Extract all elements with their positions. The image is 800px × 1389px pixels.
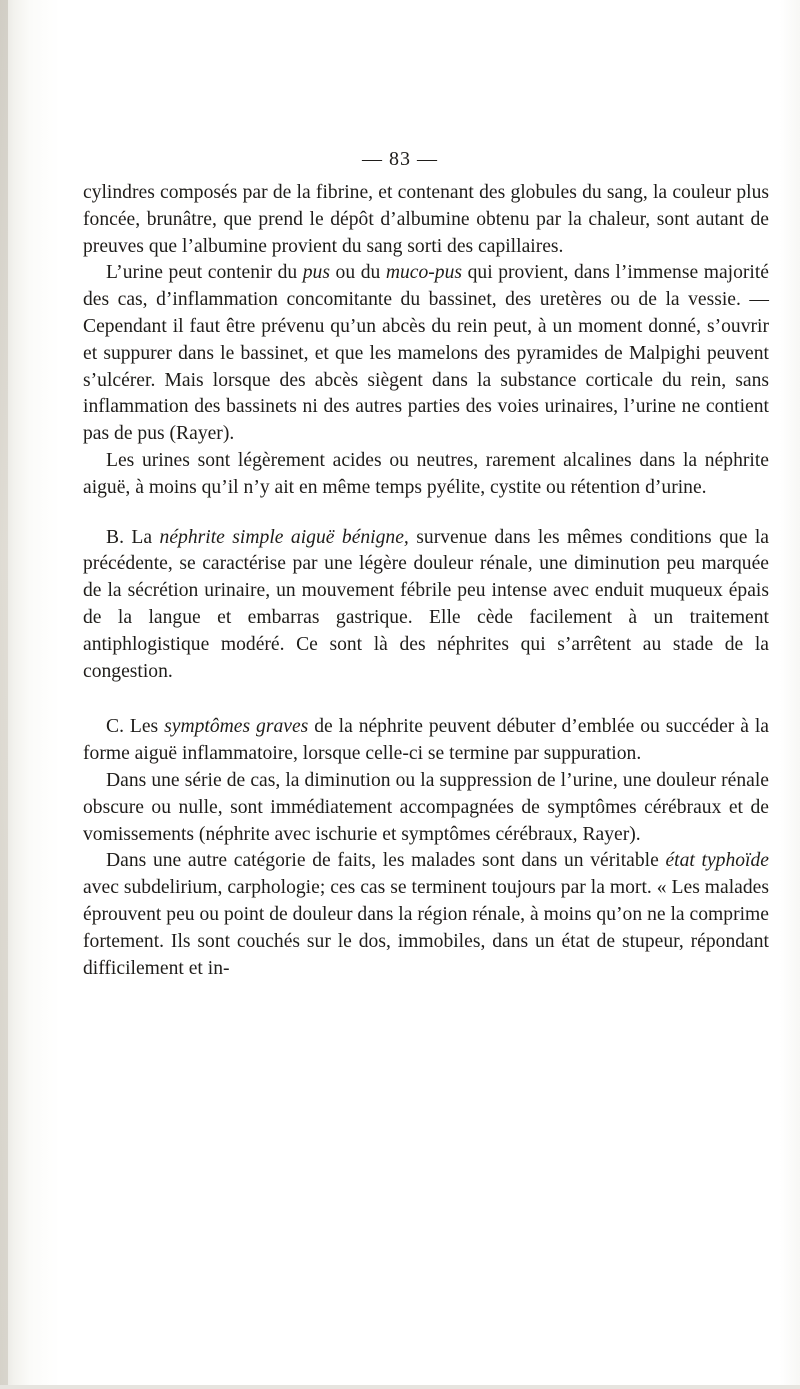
page-bottom-edge — [0, 1385, 800, 1389]
paragraph-text: survenue dans les mêmes conditions que la précédente, se caractérise par une légère douleur rénale, une diminution peu marquée de la sécrétion urinaire, un mouvement fébrile peu intense avec enduit muqueux épais de la langue et embarras gastrique. Elle cède facilement à un traitement antiphlogistique modéré. Ce sont là des néphrites qui s’arrêtent au stade de la congestion. — [83, 526, 769, 682]
paragraph-pus — [83, 260, 769, 448]
paragraph-text: qui provient, dans l’immense majorité des cas, d’inflammation concomitante du bassinet, des uretères ou de la vessie. — Cependant il faut être prévenu qu’un abcès du rein peut, à un moment donné, s’ouvrir et suppurer dans le bassinet, et que les mamelons des pyramides de Malpighi peuvent s’ulcérer. Mais lorsque des abcès siègent dans la substance corticale du rein, sans inflammation des bassinets ni des autres parties des voies urinaires, l’urine ne contient pas de pus (Rayer). — [83, 262, 769, 445]
italic-term-muco-pus: muco-pus — [385, 262, 463, 284]
paragraph-section-c — [83, 714, 769, 768]
italic-term-pus: pus — [302, 262, 330, 284]
body-text — [83, 180, 769, 982]
paragraph-serie-de-cas: Dans une série de cas, la diminution ou la suppression de l’urine, une douleur rénale obscure ou nulle, sont immédiatement accompagnées de symptômes cérébraux et de vomissements (néphrite avec ischurie et symptômes cérébraux, Rayer). — [83, 769, 769, 845]
paragraph-section-b — [83, 525, 769, 686]
page-number: — 83 — — [362, 148, 438, 170]
paragraph-text: C. Les — [106, 716, 165, 738]
paragraph-albumine-continuation: cylindres composés par de la fibrine, et contenant des globules du sang, la couleur plus foncée, brunâtre, que prend le dépôt d’albumine obtenu par la chaleur, sont autant de preuves que l’albumine provient du sang sorti des capillaires. — [83, 182, 769, 257]
italic-term-symptomes-graves: symptômes graves — [164, 716, 309, 738]
paragraph-text: L’urine peut contenir du — [106, 262, 303, 284]
italic-term-nephrite-simple: néphrite simple aiguë bénigne, — [159, 526, 409, 548]
page-left-edge-shadow — [0, 0, 8, 1389]
paragraph-text: ou du — [329, 262, 386, 284]
paragraph-urines-acides: Les urines sont légèrement acides ou neutres, rarement alcalines dans la néphrite aiguë, à moins qu’il n’y ait en même temps pyélite, cystite ou rétention d’urine. — [83, 449, 769, 498]
paragraph-text: B. La — [106, 526, 160, 548]
italic-term-etat-typhoide: état typhoïde — [665, 850, 769, 872]
paragraph-etat-typhoide — [83, 848, 769, 982]
paragraph-text: avec subdelirium, carphologie; ces cas se terminent toujours par la mort. « Les malades éprouvent peu ou point de douleur dans la région rénale, à moins qu’on ne la comprime fortement. Ils sont couchés sur le dos, immobiles, dans un état de stupeur, répondant difficilement et in- — [83, 877, 769, 979]
paragraph-text: Dans une autre catégorie de faits, les malades sont dans un véritable — [106, 850, 666, 872]
paragraph-text: de la néphrite peuvent débuter d’emblée ou succéder à la forme aiguë inflammatoire, lorsque celle-ci se termine par suppuration. — [83, 716, 770, 765]
